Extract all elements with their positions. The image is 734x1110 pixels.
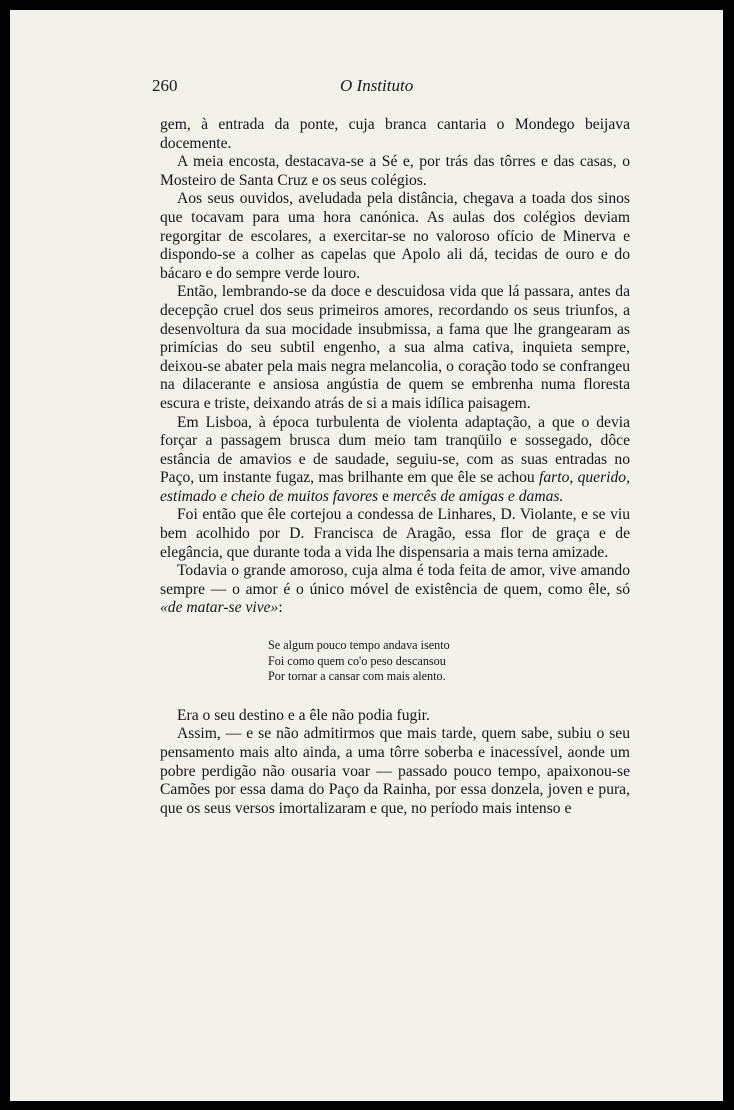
italic-text: «de matar-se vive» xyxy=(160,599,279,617)
paragraph: Aos seus ouvidos, aveludada pela distância, chegava a toada dos sinos que tocavam para uma hora canónica. As aulas dos colégios deviam regorgitar de escolares, a exercitar-se no valoroso ofício de Minerva e dispondo-se a colher as capelas que Apolo ali dá, tecidas de ouro e do bácaro e do sempre verde louro. xyxy=(160,190,630,282)
poem-line: Foi como quem co'o peso descansou xyxy=(268,653,446,668)
paragraph: Foi então que êle cortejou a condessa de Linhares, D. Violante, e se viu bem acolhido por D. Francisca de Aragão, essa flor de graça e de elegância, que durante toda a vida lhe dispensaria a mais terna amizade. xyxy=(160,506,630,561)
text-run: Todavia o grande amoroso, cuja alma é toda feita de amor, vive amando sempre — o amor é o único móvel de existência de quem, como êle, só xyxy=(160,562,630,598)
poem-quote xyxy=(268,638,630,685)
page-number: 260 xyxy=(152,76,178,95)
page-header xyxy=(10,74,723,104)
text-run: Em Lisboa, à época turbulenta de violenta adaptação, a que o devia forçar a passagem brusca dum meio tam tranqüilo e sossegado, dôce estância de amavios e de saudade, seguiu-se, com as suas entradas no Paço, um instante fugaz, mas brilhante em que êle se achou xyxy=(160,413,630,487)
paragraph: A meia encosta, destacava-se a Sé e, por trás das tôrres e das casas, o Mosteiro de Santa Cruz e os seus colégios. xyxy=(160,153,630,189)
paragraph: Então, lembrando-se da doce e descuidosa vida que lá passara, antes da decepção cruel dos seus primeiros amores, recordando os seus triunfos, a desenvoltura da sua mocidade insubmissa, a fama que lhe grangearam as primícias do seu subtil engenho, a sua alma cativa, inquieta sempre, deixou-se abater pela mais negra melancolia, o coração todo se confrangeu na dilacerante e ansiosa angústia de quem se embrenha numa floresta escura e triste, deixando atrás de si a mais idílica paisagem. xyxy=(160,283,630,412)
document-page xyxy=(10,10,723,1101)
paragraph xyxy=(160,562,630,618)
running-title: O Instituto xyxy=(340,76,414,95)
body-text xyxy=(160,116,630,818)
text-run: e xyxy=(382,487,389,505)
italic-text: farto, querido, estimado e cheio de muitos favores xyxy=(160,469,630,505)
paragraph: Assim, — e se não admitirmos que mais tarde, quem sabe, subiu o seu pensamento mais alto ainda, a uma tôrre soberba e inacessível, aonde um pobre perdigão não ousaria voar — passado pouco tempo, apaixonou-se Camões por essa dama do Paço da Rainha, por essa donzela, joven e pura, que os seus versos imortalizaram e que, no período mais intenso e xyxy=(160,725,630,817)
paragraph: gem, à entrada da ponte, cuja branca cantaria o Mondego beijava docemente. xyxy=(160,116,630,152)
italic-text: mercês de amigas e damas. xyxy=(392,487,564,505)
text-run: : xyxy=(278,599,283,617)
poem-line: Se algum pouco tempo andava isento xyxy=(268,638,450,653)
paragraph xyxy=(160,414,630,507)
paragraph: Era o seu destino e a êle não podia fugir. xyxy=(177,706,430,724)
poem-line: Por tornar a cansar com mais alento. xyxy=(268,669,446,684)
